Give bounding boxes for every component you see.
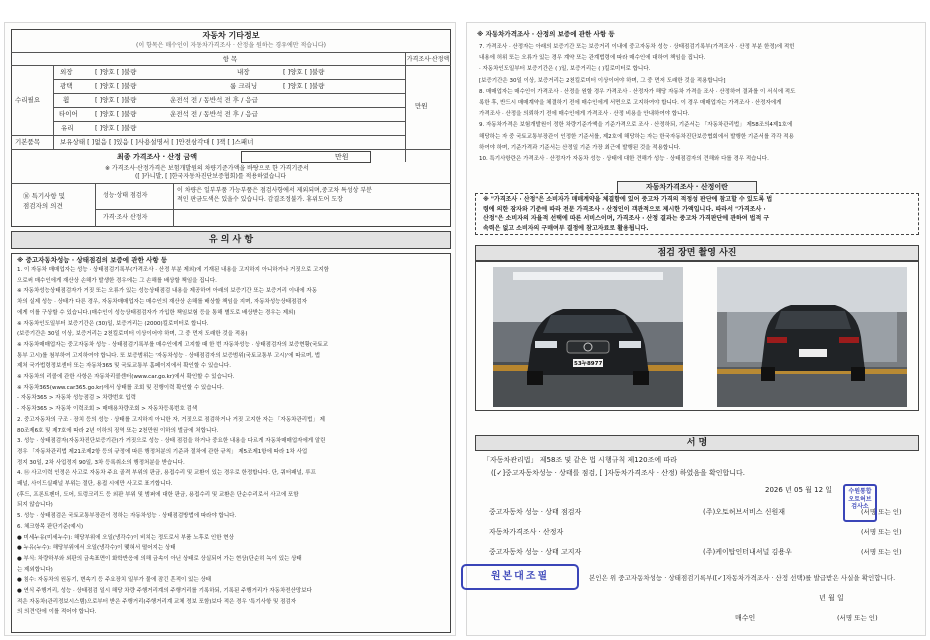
price-guarantee-line: 가격조사 · 산정을 의뢰하기 전에 매수인에게 가격조사 · 산정 비용을 안내하여야 합니다. bbox=[479, 111, 690, 118]
role-notifier-value: (주)케이탑인터내셔널 김용우 bbox=[703, 548, 792, 556]
col-price-header: 가격조사·산정액 bbox=[406, 56, 450, 63]
price-guarantee-head: ※ 자동차가격조사 · 산정의 보증에 관한 사항 등 bbox=[477, 30, 615, 38]
role-inspector-value: (주)오토허브서비스 신원재 bbox=[703, 508, 786, 516]
price-box-line: ※ "가격조사 · 산정"은 소비자가 매매계약을 체결함에 있어 중고차 가격의 적정성 판단에 참고할 수 있도록 법 bbox=[483, 196, 773, 203]
signature-confirm-line: ([✓]중고자동차성능 · 상태를 점검, [ ]자동차가격조사 · 산정) 하였음을 확인합니다. bbox=[491, 469, 746, 477]
notice-line: 으로써 매수인에게 재산상 손해가 발생한 경우에는 그 손해를 배상할 책임을 집니다. bbox=[17, 277, 217, 284]
price-guarantee-line: 7. 가격조사 · 산정자는 아래의 보증기간 또는 보증거리 이내에 중고자동차 성능 · 상태점검기록부(가격조사 · 산정 부분 한정)에 적힌 bbox=[479, 44, 795, 50]
notice-line: ● 침수: 자동차의 원동기, 변속기 등 주요장치 일부가 물에 잠긴 흔적이 있는 상태 bbox=[17, 577, 212, 584]
price-guarantee-line: 8. 매매업자는 매수인이 가격조사 · 산정을 원할 경우 가격조사 · 산정자가 해당 자동차 가격을 조사 · 산정하여 결과를 이 서식에 적도 bbox=[479, 88, 796, 95]
notice-line: 적은 자동차(관리정보시스템)으로부터 받은 주행거리(주행거리계 교체 정보 포함)보다 적은 경우 '특기사항 및 점검자 bbox=[17, 598, 297, 605]
role-inspector-sign: (서명 또는 인) bbox=[861, 508, 902, 516]
other-info-title: 자동차 기타정보 bbox=[202, 31, 260, 40]
signature-date: 2026 년 05 월 12 일 bbox=[765, 486, 833, 494]
price-guarantee-line: 10. 특기사항란은 가격조사 · 산정자가 자동차 성능 · 상태에 대한 견해가 성능 · 상태점검자의 견해와 다를 경우 적습니다. bbox=[479, 156, 769, 162]
role-notifier-sign: (서명 또는 인) bbox=[861, 548, 902, 556]
notice-line: ※ 자동차인도일부터 보증기간은 (30)일, 보증거리는 (2000)킬로미터로 합니다. bbox=[17, 320, 209, 327]
price-guarantee-line: 9. 자동차가격은 보험개발원이 정한 차량기준가액을 기준가격으로 조사 · 산정하되, 기준서는 「자동차관리법」 제58조의4제1호에 bbox=[479, 122, 793, 129]
signature-title: 서 명 bbox=[475, 435, 919, 451]
row-interior-value: [ ]양호 [ ]불량 bbox=[283, 68, 325, 76]
role-notifier-label: 중고자동차 성능 · 상태 고지자 bbox=[489, 548, 582, 556]
license-plate: 53누8977 bbox=[574, 361, 603, 367]
notice-line: 5. 성능 · 상태점검은 국토교통부장관이 정하는 자동차성능 · 상태점검방법에 따라야 합니다. bbox=[17, 513, 237, 520]
row-tire-label: 타이어 bbox=[59, 110, 78, 118]
final-amount-field bbox=[241, 151, 371, 163]
notice-line: 는 제외합니다) bbox=[17, 566, 53, 573]
price-box-line: 령에 의한 잠자와 기준에 따라 전문 가격조사 · 산정인이 객관적으로 제시한 가액입니다. 따라서 "가격조사 · bbox=[483, 205, 766, 213]
photo-title: 점검 장면 촬영 사진 bbox=[475, 245, 919, 261]
notice-line: 차의 실제 성능 · 상태가 다른 경우, 자동차매매업자는 매수인의 재산상 손해를 배상할 책임을 지며, 자동차성능상태점검자 bbox=[17, 299, 308, 306]
opinion-row-inspector: 성능·상태 점검자 bbox=[103, 192, 148, 199]
notice-line: ※ 자동차의 리콜에 관한 사항은 자동차리콜센터(www.car.go.kr)에서 확인할 수 있습니다. bbox=[17, 374, 235, 380]
price-box-title: 자동차가격조사 · 산정이란 bbox=[617, 181, 757, 194]
role-inspector-label: 중고자동차 성능 · 상태 점검자 bbox=[489, 508, 582, 516]
notice-line: ※ 자동차365(www.car365.go.kr)에서 상태를 조회 및 진행이력 확인할 수 있습니다. bbox=[17, 384, 224, 391]
notice-line: ● 부식: 차량하부와 외판의 금속표면이 화학반응에 의해 금속이 아닌 상태로 상실되어 가는 현상(단순히 녹이 있는 상태 bbox=[17, 555, 302, 562]
col-items-header: 항 목 bbox=[222, 55, 238, 63]
price-guarantee-line: [보증기간은 30일 이상, 보증거리는 2천킬로미터 이상이어야 하며, 그 중 먼저 도래한 것을 적용합니다] bbox=[479, 77, 726, 84]
notice-line: 통부 고시)를 첨부하여 고지하여야 합니다. 또 보증범위는 '자동차성능 · 상태점검자의 보증범위(국토교통부 고시)'에 따르며, 법 bbox=[17, 352, 321, 359]
opinion-text-line-2: 적인 판금도색은 있을수 있습니다. 감결조정불가. 휴위도어 도장 bbox=[177, 196, 343, 203]
notice-line: 4. ⑯ 사고이력 인정은 사고로 자동차 주요 골격 부위의 판금, 용접수리 및 교환이 있는 경우로 한정합니다. 단, 쿼터패널, 루프 bbox=[17, 470, 316, 477]
notice-line: (보증기간은 30일 이상, 보증거리는 2천킬로미터 이상이어야 하며, 그 중 먼저 도래한 것을 적용) bbox=[17, 331, 248, 338]
notice-line: 에게 이를 구상할 수 있습니다.(매수인이 성능상태점검자가 가입한 책임보험 등을 통해 별도로 배상받는 경우는 제외) bbox=[17, 309, 296, 316]
row-tire-value: [ ]양호 [ ]불량 bbox=[95, 110, 137, 118]
row-tire-position: 운전석 전 / 동반석 전 후 / 응급 bbox=[170, 110, 258, 118]
notice-line: ● 누유(누수): 해당부위에서 오일(냉각수)이 맺혀서 떨어지는 상태 bbox=[17, 545, 176, 552]
notice-line: - 자동차365 > 자동차 이력조회 > 매매용차량조회 > 자동차등록번호 검색 bbox=[17, 406, 198, 413]
right-page bbox=[466, 22, 926, 636]
opinion-label-1: ⑯ 특기사항 및 bbox=[23, 192, 66, 200]
notice-line: 경우 「자동차관리법 제21조제2항 등의 규정에 따른 행정처분의 기준과 절차에 관한 규칙」 제5조제1항에 따라 1차 사업 bbox=[17, 448, 308, 455]
row-wheel-position: 운전석 전 / 동반석 전 후 / 응급 bbox=[170, 96, 258, 104]
notice-line: 3. 성능 · 상태점검자(자동차진단보증기관)가 거짓으로 성능 · 상태 점검을 하거나 중요한 내용을 다르게 자동차매매업자에게 알린 bbox=[17, 438, 326, 445]
other-info-subtitle: (이 항목은 매수인이 자동차가격조사 · 산정을 원하는 경우에만 적습니다) bbox=[136, 42, 326, 49]
notice-line: ※ 자동차매매업자는 중고자동차 성능 · 상태점검기록부를 매수인에게 고지할 때 한 번 자동차성능 · 상태점검자의 보증현황(국토교 bbox=[17, 341, 329, 348]
caution-title: 유 의 사 항 bbox=[11, 231, 451, 249]
row-gloss-label: 광택 bbox=[60, 82, 73, 90]
group-repair-label: 수리필요 bbox=[15, 96, 41, 104]
notice-line: 정지 30일, 2차 사업정지 90일, 3차 등록취소의 행정처분을 받습니다. bbox=[17, 459, 185, 466]
final-amount-label: 최종 가격조사 · 산정 금액 bbox=[117, 153, 198, 161]
notice-line: 1. 이 자동차 매매업자는 성능 · 상태점검기록부(가격조사 · 산정 부분 제외)에 기재된 내용을 고지하지 아니하거나 거짓으로 고지함 bbox=[17, 267, 329, 273]
left-page bbox=[4, 22, 456, 636]
row-glass-value: [ ]양호 [ ]불량 bbox=[95, 124, 137, 132]
inspection-photo-front bbox=[493, 267, 683, 407]
notice-line: 패널, 사이드실패널 부위는 절단, 용접 시에만 사고로 표기합니다. bbox=[17, 481, 173, 487]
notice-line: - 자동차365 > 자동차 성능점검 > 차량번호 입력 bbox=[17, 395, 136, 402]
notice-line: ● 미세누유(미세누수): 해당부위에 오일(냉각수)이 비치는 정도로서 부품 노후로 인한 현상 bbox=[17, 534, 234, 541]
row-exterior-label: 외장 bbox=[60, 68, 73, 76]
unit-won: 만원 bbox=[415, 102, 428, 110]
role-appraiser-sign: (서명 또는 인) bbox=[861, 528, 902, 536]
original-verified-stamp: 원본대조필 bbox=[461, 564, 579, 590]
notice-line: 80조제6호 및 제7호에 따라 2년 이하의 징역 또는 2천만원 이하의 벌금에 처합니다. bbox=[17, 427, 219, 434]
row-interior-label: 내장 bbox=[237, 68, 250, 76]
price-guarantee-line: 록한 후, 반드시 매매계약을 체결하기 전에 매수인에게 서면으로 고지하여야 합니다. 이 경우 매매업자는 가격조사 · 산정자에게 bbox=[479, 100, 782, 106]
price-guarantee-line: 해당하는 자 중 국토교통부장관이 인정한 기준서를, 제2호에 해당하는 자는 한국자동차진단보증협회에서 발행한 기준서를 각각 적용 bbox=[479, 133, 794, 140]
price-box-line: 속력은 없고 소비자의 구매여부 결정에 참고자료로 활용됩니다. bbox=[483, 224, 649, 232]
price-guarantee-line: 내용에 허위 또는 오류가 있는 경우 계약 또는 관계법령에 따라 매수인에 대하여 책임을 집니다. bbox=[479, 55, 706, 62]
notice-line: (후드, 프론트펜더, 도어, 트렁크리드 등 외판 부위 및 범퍼에 대한 판금, 용접수리 및 교환은 단순수리로서 사고에 포함 bbox=[17, 491, 299, 498]
notice-line: 2. 중고자동차의 구조 · 장치 등의 성능 · 상태를 고지하지 아니한 자, 거짓으로 점검하거나 거짓 고지한 자는 「자동차관리법」 제 bbox=[17, 416, 325, 423]
notice-line: 제처 국가법령정보센터 또는 자동차365 및 국토교통부 홈페이지에서 확인할 수 있습니다. bbox=[17, 363, 231, 370]
receipt-date: 년 월 일 bbox=[819, 594, 844, 602]
buyer-label: 매수인 bbox=[735, 614, 756, 622]
row-gloss-value: [ ]양호 [ ]불량 bbox=[95, 82, 137, 90]
signature-law-line: 「자동차관리법」 제58조 및 같은 법 시행규칙 제120조에 따라 bbox=[483, 456, 677, 464]
price-box-line: 산정"은 소비자의 자율적 선택에 따른 서비스이며, 가격조사 · 산정 결과는 중고차 가격판단에 관하여 법적 구 bbox=[483, 215, 770, 222]
company-seal: 수원통합 오토허브 검사소 bbox=[843, 484, 877, 522]
row-wheel-label: 휠 bbox=[63, 96, 70, 104]
final-amount-unit: 만원 bbox=[335, 153, 349, 161]
notice-line: ● 연식 주행거리, 성능 · 상태점검 일시 해당 차량 주행거리계의 주행거리를 기록하되, 기록된 주행거리가 자동차전산망보다 bbox=[17, 588, 312, 594]
row-room-value: [ ]양호 [ ]불량 bbox=[283, 82, 325, 90]
price-guarantee-line: 하여야 하며, 기준가격과 기준서는 산정일 기준 가장 최근에 발행된 것을 적용합니다. bbox=[479, 144, 681, 151]
row-glass-label: 유리 bbox=[61, 124, 74, 132]
notice-line: 6. 체크항목 판단기준(예시) bbox=[17, 523, 84, 530]
role-appraiser-label: 자동차가격조사 · 산정자 bbox=[489, 528, 564, 536]
notice-line: 되지 않습니다) bbox=[17, 502, 53, 509]
receipt-text: 본인은 위 중고자동차성능 · 상태점검기록부([✓]자동차가격조사 · 산정 선택)를 발급받은 사실을 확인합니다. bbox=[589, 574, 896, 582]
opinion-label-2: 점검자의 의견 bbox=[23, 202, 63, 210]
price-note-2: ([ ]카니발, [ ]한국자동차진단보증협회)를 적용하였습니다 bbox=[135, 173, 287, 180]
notice-line: ※ 자동차성능상태점검자가 거짓 또는 오류가 있는 성능상태점검 내용을 제공하여 아래의 보증기간 또는 보증거리 이내에 자동 bbox=[17, 288, 318, 295]
row-basic-value: 보유상태 [ ]없음 [ ]있음 [ ]사용설명서 [ ]안전삼각대 [ ]잭 [ ]스패너 bbox=[60, 138, 254, 146]
row-room-label: 룸 크리닝 bbox=[230, 82, 258, 90]
price-guarantee-line: · 자동차인도일부터 보증기간은 ( )일, 보증거리는 ( )킬로미터로 합니다. bbox=[479, 66, 651, 73]
notice-head: ※ 중고자동차성능 · 상태점검의 보증에 관한 사항 등 bbox=[17, 256, 168, 264]
row-wheel-value: [ ]양호 [ ]불량 bbox=[95, 96, 137, 104]
row-exterior-value: [ ]양호 [ ]불량 bbox=[95, 68, 137, 76]
notice-line: 의 의견'란에 이를 적어야 합니다. bbox=[17, 609, 97, 616]
opinion-row-appraiser: 가격·조사 산정자 bbox=[103, 214, 148, 221]
row-basic-label: 기본품목 bbox=[15, 138, 41, 146]
price-note-1: ※ 가격조사·산정가격은 보험개발원의 차량기준가액을 바탕으로 한 가격기준서 bbox=[105, 165, 309, 172]
inspection-photo-rear bbox=[717, 267, 907, 407]
buyer-sign: (서명 또는 인) bbox=[837, 614, 878, 622]
opinion-text-line-1: 이 차량은 일부부품 가능부품은 점검사항에서 제외되며,중고차 특성상 부분 bbox=[177, 187, 372, 194]
